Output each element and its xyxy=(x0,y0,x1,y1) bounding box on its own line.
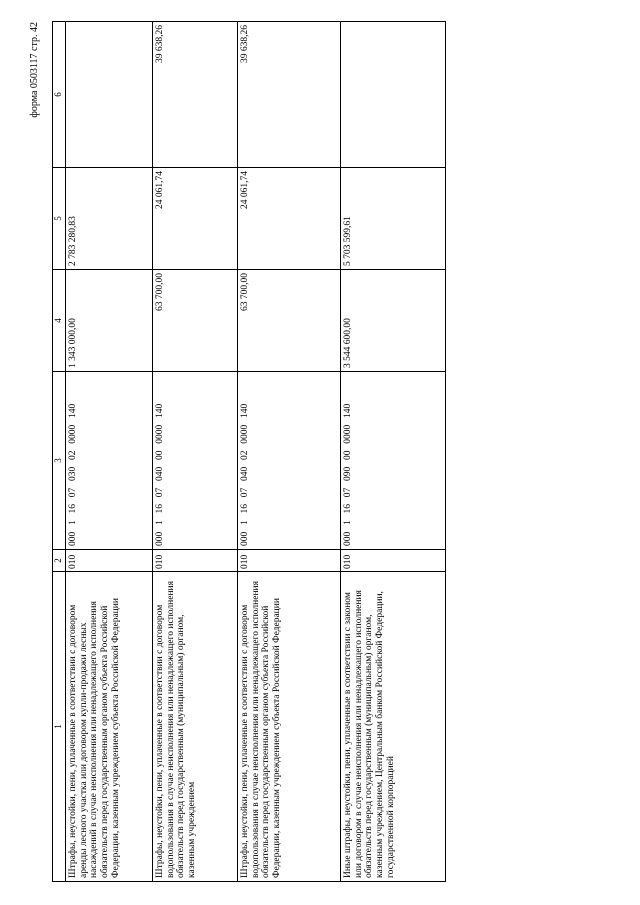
income-report-table xyxy=(52,21,446,882)
unexecuted-amount-cell xyxy=(66,22,153,168)
unexecuted-amount-cell: 39 638,26 xyxy=(153,22,238,168)
budget-code-cell: 000 1 16 07 040 02 0000 140 xyxy=(238,372,341,550)
budget-code-cell: 000 1 16 07 030 02 0000 140 xyxy=(66,372,153,550)
column-header: 2 xyxy=(53,550,66,572)
executed-amount-cell: 24 061,74 xyxy=(238,168,341,270)
unexecuted-amount-cell: 39 638,26 xyxy=(238,22,341,168)
approved-amount-cell: 63 700,00 xyxy=(238,270,341,372)
column-header: 1 xyxy=(53,572,66,882)
income-name-cell: Штрафы, неустойки, пени, уплаченные в соответствии с договором водопользования в случае неисполнения или ненадлежащего исполнения обязательств перед государственным (муниципальным) органом, казенным учреждением xyxy=(153,572,238,882)
table-row xyxy=(153,22,238,882)
line-code-cell: 010 xyxy=(66,550,153,572)
executed-amount-cell: 2 783 280,83 xyxy=(66,168,153,270)
form-reference: форма 0503117 стр. 42 xyxy=(29,22,40,118)
table-row xyxy=(341,22,446,882)
line-code-cell: 010 xyxy=(341,550,446,572)
column-header: 3 xyxy=(53,372,66,550)
column-number-row xyxy=(53,22,66,882)
unexecuted-amount-cell xyxy=(341,22,446,168)
line-code-cell: 010 xyxy=(238,550,341,572)
column-header: 6 xyxy=(53,22,66,168)
line-code-cell: 010 xyxy=(153,550,238,572)
table-row xyxy=(238,22,341,882)
approved-amount-cell: 63 700,00 xyxy=(153,270,238,372)
column-header: 4 xyxy=(53,270,66,372)
table-row xyxy=(66,22,153,882)
budget-code-cell: 000 1 16 07 090 00 0000 140 xyxy=(341,372,446,550)
approved-amount-cell: 3 544 600,00 xyxy=(341,270,446,372)
income-name-cell: Иные штрафы, неустойки, пени, уплаченные в соответствии с законом или договором в случае неисполнения или ненадлежащего исполнения обязательств перед государственным (муниципальным) органом, казенным учреждением, Центральным банком Российской Федерации, государственной корпорацией xyxy=(341,572,446,882)
income-name-cell: Штрафы, неустойки, пени, уплаченные в соответствии с договором водопользования в случае неисполнения или ненадлежащего исполнения обязательств перед государственным органом субъекта Российской Федерации, казенным учреждением субъекта Российской Федерации xyxy=(238,572,341,882)
column-header: 5 xyxy=(53,168,66,270)
rotated-form-page xyxy=(29,22,629,882)
approved-amount-cell: 1 343 000,00 xyxy=(66,270,153,372)
budget-code-cell: 000 1 16 07 040 00 0000 140 xyxy=(153,372,238,550)
executed-amount-cell: 24 061,74 xyxy=(153,168,238,270)
executed-amount-cell: 5 703 599,61 xyxy=(341,168,446,270)
income-name-cell: Штрафы, неустойки, пени, уплаченные в соответствии с договором аренды лесного участка или договором купли-продажи лесных насаждений в случае неисполнения или ненадлежащего исполнения обязательств перед государственным органом субъекта Российской Федерации, казенным учреждением субъекта Российской Федерации xyxy=(66,572,153,882)
